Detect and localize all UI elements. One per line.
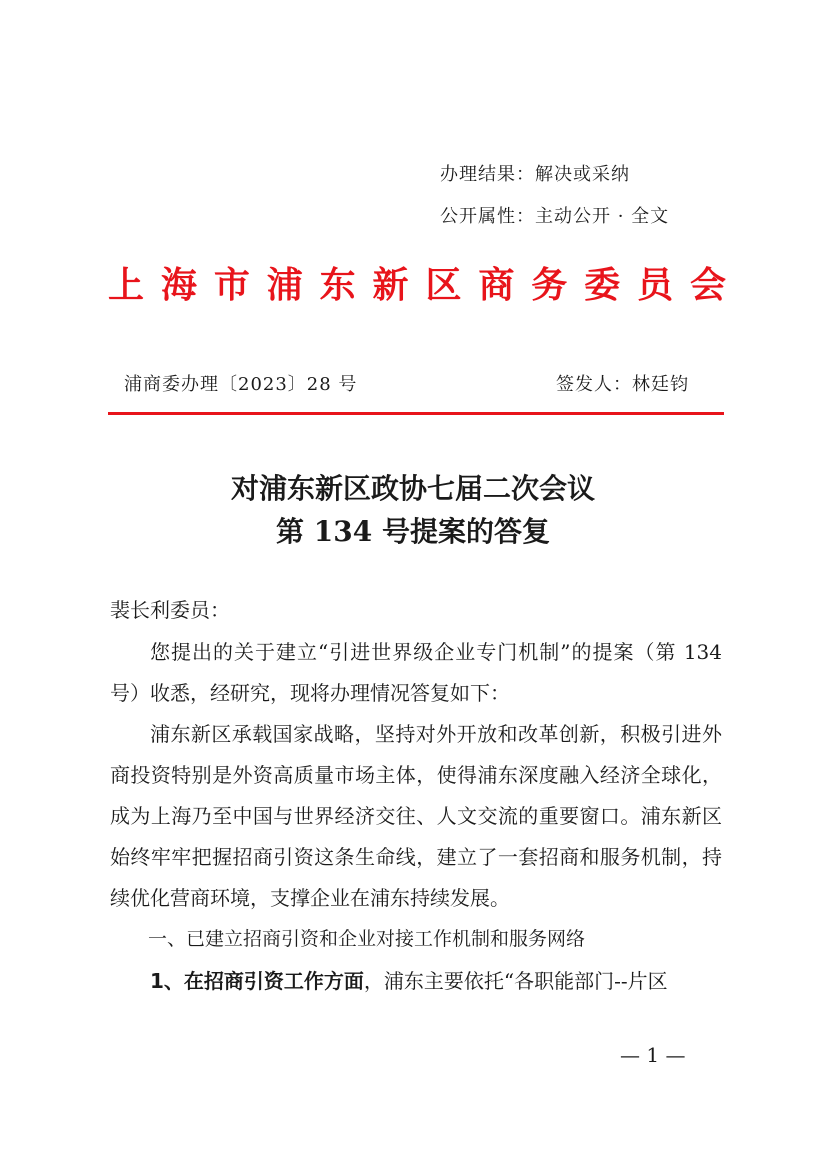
- body-paragraph-2: 浦东新区承载国家战略，坚持对外开放和改革创新，积极引进外商投资特别是外资高质量市场主体，使得浦东深度融入经济全球化，成为上海乃至中国与世界经济交往、人文交流的重要窗口。浦东新区始终牢牢把握招商引资这条生命线，建立了一套招商和服务机制，持续优化营商环境，支撑企业在浦东持续发展。: [110, 722, 722, 910]
- masthead-char: 委: [584, 265, 621, 306]
- handling-result: 办理结果：解决或采纳: [440, 164, 630, 185]
- masthead-char: 市: [213, 265, 250, 306]
- masthead-char: 员: [637, 265, 674, 306]
- masthead-char: 东: [319, 265, 356, 306]
- section-heading-1: 一、已建立招商引资和企业对接工作机制和服务网络: [148, 928, 586, 950]
- masthead-char: 上: [108, 265, 145, 306]
- document-title-line-1: 对浦东新区政协七届二次会议: [230, 472, 595, 505]
- body-paragraph-1: 您提出的关于建立“引进世界级企业专门机制”的提案（第 134 号）收悉，经研究，现将办理情况答复如下：: [110, 640, 722, 705]
- document-number: 浦商委办理〔2023〕28 号: [124, 374, 358, 395]
- masthead-char: 会: [689, 265, 726, 306]
- page-number: — 1 —: [620, 1043, 686, 1067]
- red-divider: [108, 412, 724, 415]
- masthead-char: 海: [160, 265, 197, 306]
- masthead-char: 浦: [266, 265, 303, 306]
- masthead-char: 务: [531, 265, 568, 306]
- signer: 签发人：林廷钧: [556, 374, 689, 395]
- body-paragraph-3: [110, 961, 722, 1002]
- document-title-line-2: 第 134 号提案的答复: [276, 515, 550, 548]
- subheading-bold: 1、在招商引资工作方面: [150, 969, 364, 993]
- masthead-char: 商: [478, 265, 515, 306]
- masthead-char: 新: [372, 265, 409, 306]
- masthead-title: [108, 262, 726, 310]
- paragraph-3-text: ，浦东主要依托“各职能部门--片区: [363, 969, 668, 993]
- disclosure-attribute: 公开属性：主动公开 · 全文: [440, 206, 670, 227]
- masthead-char: 区: [425, 265, 462, 306]
- salutation: 裴长利委员：: [110, 598, 230, 622]
